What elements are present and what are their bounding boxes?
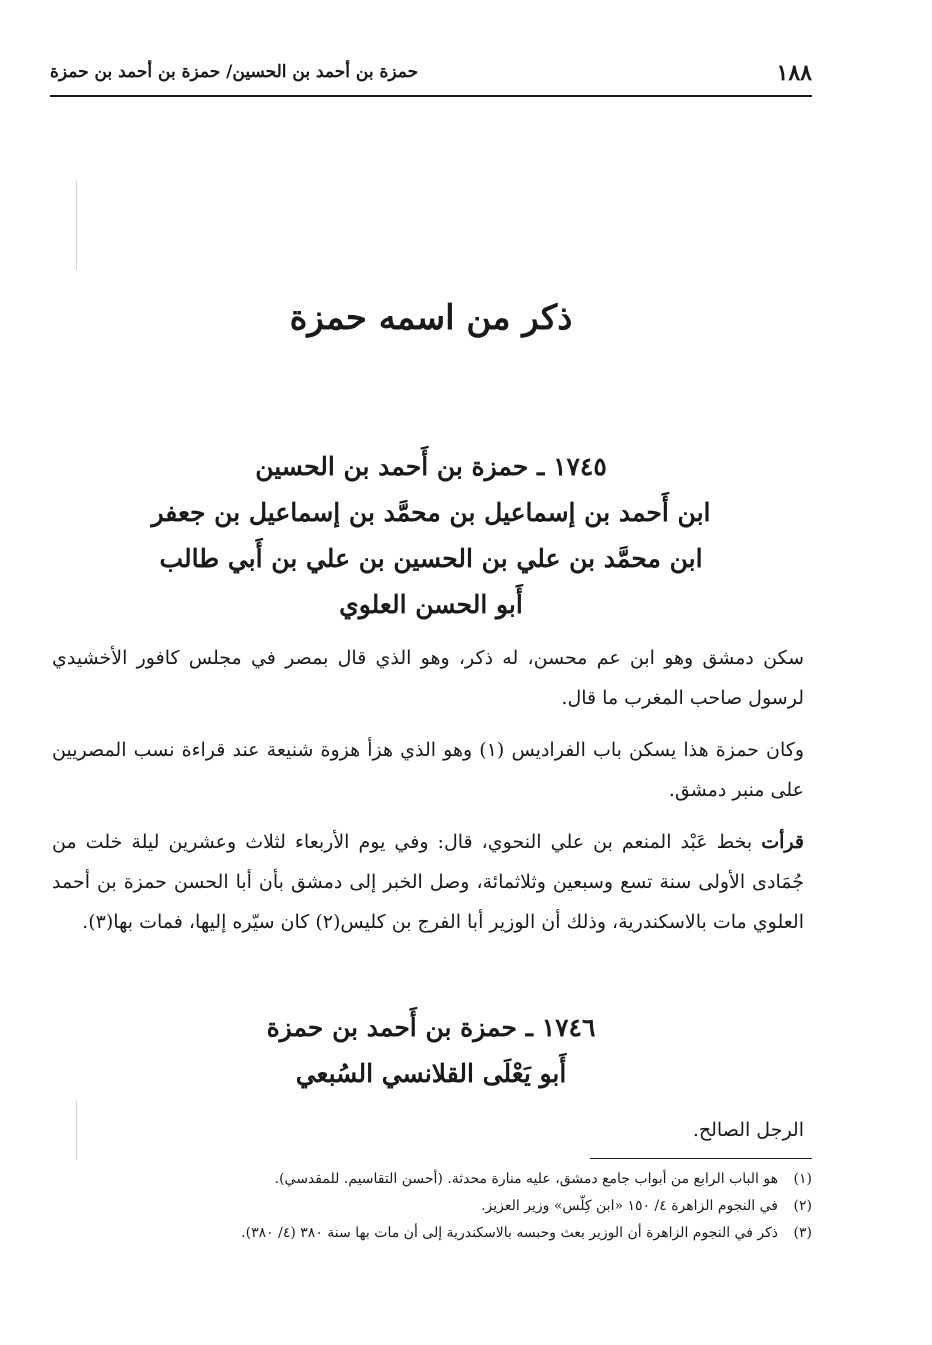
footnote-text: هو الباب الرابع من أبواب جامع دمشق، عليه منارة محدثة. (أحسن التقاسيم. للمقدسي). [274, 1171, 778, 1187]
footnote-mark: (١) [793, 1171, 812, 1187]
scan-margin-mark [76, 180, 77, 270]
paragraph [52, 822, 804, 942]
footnote [60, 1166, 812, 1193]
footnote-mark: (٣) [793, 1225, 812, 1241]
entry-heading-line: ١٧٤٦ ـ حمزة بن أَحمد بن حمزة [266, 1013, 596, 1042]
entry-heading-line: ابن أَحمد بن إسماعيل بن محمَّد بن إسماعيل بن جعفر [151, 498, 711, 527]
entry-heading-line: ابن محمَّد بن علي بن الحسين بن علي بن أَبي طالب [159, 544, 703, 573]
entry-heading-line: ١٧٤٥ ـ حمزة بن أَحمد بن الحسين [255, 452, 607, 481]
footnotes [60, 1166, 812, 1247]
header-rule [50, 95, 812, 97]
entry-heading-1745 [50, 444, 812, 628]
entry-heading-1746 [50, 1005, 812, 1097]
running-title: حمزة بن أحمد بن الحسين/ حمزة بن أحمد بن حمزة [50, 62, 419, 82]
footnote-rule [590, 1158, 812, 1159]
entry-heading-line: أَبو يَعْلَى القلانسي السُبعي [295, 1059, 567, 1088]
paragraph: سكن دمشق وهو ابن عم محسن، له ذكر، وهو الذي قال بمصر في مجلس كافور الأخشيدي لرسول صاحب المغرب ما قال. [52, 647, 804, 709]
section-title: ذكر من اسمه حمزة [289, 298, 573, 338]
paragraph-lead-word: قرأت [761, 831, 804, 853]
footnote [60, 1220, 812, 1247]
page-number: ١٨٨ [776, 60, 812, 86]
footnote-text: ذكر في النجوم الزاهرة أن الوزير بعث وحبسه بالاسكندرية إلى أن مات بها سنة ٣٨٠ (٤/ ٣٨٠). [241, 1225, 778, 1241]
paragraph-text: بخط عَبْد المنعم بن علي النحوي، قال: وفي يوم الأربعاء لثلاث وعشرين ليلة خلت من جُمَادى الأولى سنة تسع وسبعين وثلاثمائة، وصل الخبر إلى دمشق بأن أبا الحسن حمزة بن أحمد العلوي مات بالاسكندرية، وذلك أن الوزير أبا الفرج بن كليس(٢) كان سيّره إليها، فمات بها(٣). [52, 831, 804, 933]
entry-heading-line: أَبو الحسن العلوي [339, 590, 523, 619]
footnote [60, 1193, 812, 1220]
paragraph: الرجل الصالح. [692, 1119, 804, 1141]
running-header [50, 58, 812, 94]
footnote-text: في النجوم الزاهرة ٤/ ١٥٠ «ابن كِلّس» وزير العزيز. [481, 1198, 778, 1214]
footnote-mark: (٢) [793, 1198, 812, 1214]
paragraph: وكان حمزة هذا يسكن باب الفراديس (١) وهو الذي هزأ هزوة شنيعة عند قراءة نسب المصريين على منبر دمشق. [52, 739, 805, 801]
